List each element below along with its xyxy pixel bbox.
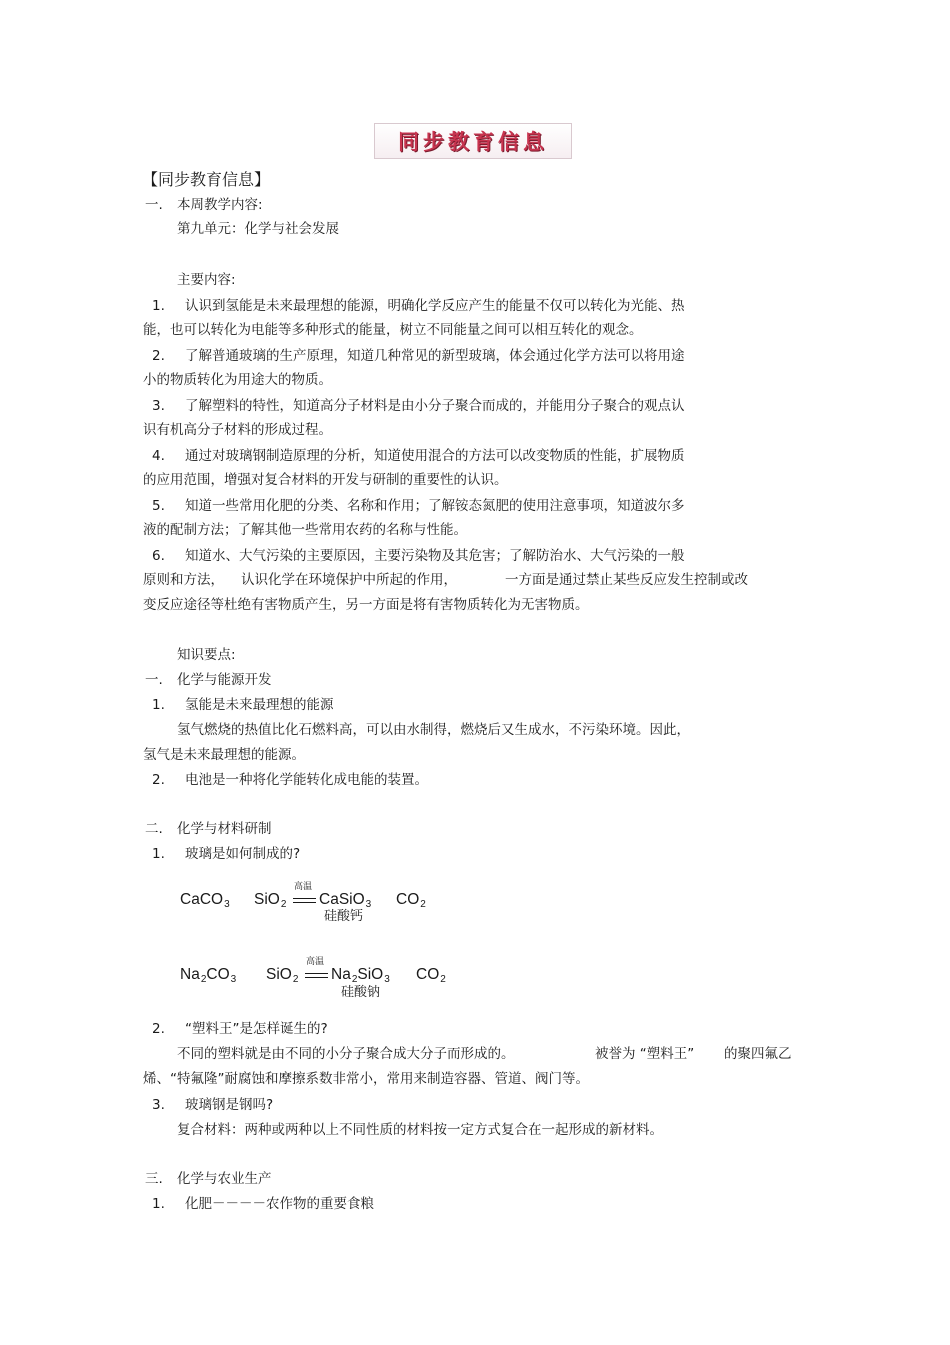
item-number: 1. bbox=[152, 1196, 165, 1212]
item-text: 复合材料：两种或两种以上不同性质的材料按一定方式复合在一起形成的新材料。 bbox=[177, 1122, 663, 1138]
point-text: 认识化学在环境保护中所起的作用， bbox=[241, 572, 457, 588]
section-title: 化学与能源开发 bbox=[177, 672, 272, 688]
item-title: 电池是一种将化学能转化成电能的装置。 bbox=[185, 772, 428, 788]
section-number: 二. bbox=[145, 821, 163, 837]
equation-reactant: SiO$_2$ bbox=[254, 891, 287, 910]
item-text: 不同的塑料就是由不同的小分子聚合成大分子而形成的。 bbox=[177, 1046, 515, 1062]
main-content-label: 主要内容: bbox=[177, 272, 236, 288]
page-heading: 【同步教育信息】 bbox=[142, 170, 271, 189]
point-text: 通过对玻璃钢制造原理的分析，知道使用混合的方法可以改变物质的性能，扩展物质 bbox=[185, 448, 685, 464]
point-number: 6. bbox=[152, 548, 165, 564]
section-number: 三. bbox=[145, 1171, 163, 1187]
point-number: 3. bbox=[152, 398, 165, 414]
point-text: 变反应途径等杜绝有害物质产生，另一方面是将有害物质转化为无害物质。 bbox=[143, 597, 589, 613]
banner-title: 同步教育信息 bbox=[398, 129, 548, 154]
point-number: 2. bbox=[152, 348, 165, 364]
equation-reactant: $Na_2CO_3$ bbox=[180, 966, 237, 985]
equation-product: $CO_2$ bbox=[396, 891, 426, 910]
item-text: 氢气燃烧的热值比化石燃料高，可以由水制得，燃烧后又生成水，不污染环境。因此， bbox=[177, 722, 690, 738]
item-text: 氢气是未来最理想的能源。 bbox=[143, 747, 305, 763]
point-text: 液的配制方法；了解其他一些常用农药的名称与性能。 bbox=[143, 522, 467, 538]
point-text: 原则和方法， bbox=[143, 572, 224, 588]
point-text: 能，也可以转化为电能等多种形式的能量，树立不同能量之间可以相互转化的观念。 bbox=[143, 322, 643, 338]
section-number: 一. bbox=[145, 197, 163, 213]
point-text: 识有机高分子材料的形成过程。 bbox=[143, 422, 332, 438]
unit-title: 第九单元：化学与社会发展 bbox=[177, 221, 339, 237]
point-text: 认识到氢能是未来最理想的能源，明确化学反应产生的能量不仅可以转化为光能、热 bbox=[185, 298, 685, 314]
point-text: 了解塑料的特性，知道高分子材料是由小分子聚合而成的，并能用分子聚合的观点认 bbox=[185, 398, 685, 414]
equation-product: $Na_2SiO_3$ bbox=[331, 966, 390, 985]
equation-condition: 高温 bbox=[306, 957, 325, 967]
knowledge-label: 知识要点: bbox=[177, 647, 236, 663]
equation-reactant: SiO$_2$ bbox=[266, 966, 299, 985]
item-number: 1. bbox=[152, 846, 165, 862]
equation-reactant: CaCO$_3$ bbox=[180, 891, 230, 910]
item-title: 化肥－－－－农作物的重要食粮 bbox=[185, 1196, 374, 1212]
item-text: 烯、“特氟隆”耐腐蚀和摩擦系数非常小，常用来制造容器、管道、阀门等。 bbox=[143, 1071, 589, 1087]
item-text: 被誉为 “塑料王” bbox=[595, 1046, 695, 1062]
equals-sign-icon bbox=[293, 898, 316, 903]
equation-condition: 高温 bbox=[294, 882, 313, 892]
point-text: 了解普通玻璃的生产原理，知道几种常见的新型玻璃，体会通过化学方法可以将用途 bbox=[185, 348, 685, 364]
item-number: 3. bbox=[152, 1097, 165, 1113]
item-text: 的聚四氟乙 bbox=[724, 1046, 792, 1062]
section-title: 化学与材料研制 bbox=[177, 821, 272, 837]
item-title: 玻璃是如何制成的? bbox=[185, 846, 301, 862]
point-text: 知道水、大气污染的主要原因，主要污染物及其危害；了解防治水、大气污染的一般 bbox=[185, 548, 685, 564]
equation-product: CaSiO$_3$ bbox=[319, 891, 372, 910]
item-number: 1. bbox=[152, 697, 165, 713]
item-title: 玻璃钢是钢吗? bbox=[185, 1097, 274, 1113]
product-name: 硅酸钙 bbox=[324, 909, 364, 924]
section-title: 化学与农业生产 bbox=[177, 1171, 272, 1187]
section-label: 本周教学内容: bbox=[177, 197, 263, 213]
item-number: 2. bbox=[152, 1021, 165, 1037]
item-title: 氢能是未来最理想的能源 bbox=[185, 697, 334, 713]
point-number: 1. bbox=[152, 298, 165, 314]
section-number: 一. bbox=[145, 672, 163, 688]
equation-product: $CO_2$ bbox=[416, 966, 446, 985]
point-text: 的应用范围，增强对复合材料的开发与研制的重要性的认识。 bbox=[143, 472, 508, 488]
equals-sign-icon bbox=[305, 973, 328, 978]
item-title: “塑料王”是怎样诞生的? bbox=[185, 1021, 328, 1037]
point-text: 知道一些常用化肥的分类、名称和作用；了解铵态氮肥的使用注意事项，知道波尔多 bbox=[185, 498, 685, 514]
title-banner bbox=[374, 123, 572, 159]
item-number: 2. bbox=[152, 772, 165, 788]
point-text: 一方面是通过禁止某些反应发生控制或改 bbox=[505, 572, 748, 588]
point-number: 5. bbox=[152, 498, 165, 514]
point-text: 小的物质转化为用途大的物质。 bbox=[143, 372, 332, 388]
product-name: 硅酸钠 bbox=[341, 985, 381, 1000]
point-number: 4. bbox=[152, 448, 165, 464]
